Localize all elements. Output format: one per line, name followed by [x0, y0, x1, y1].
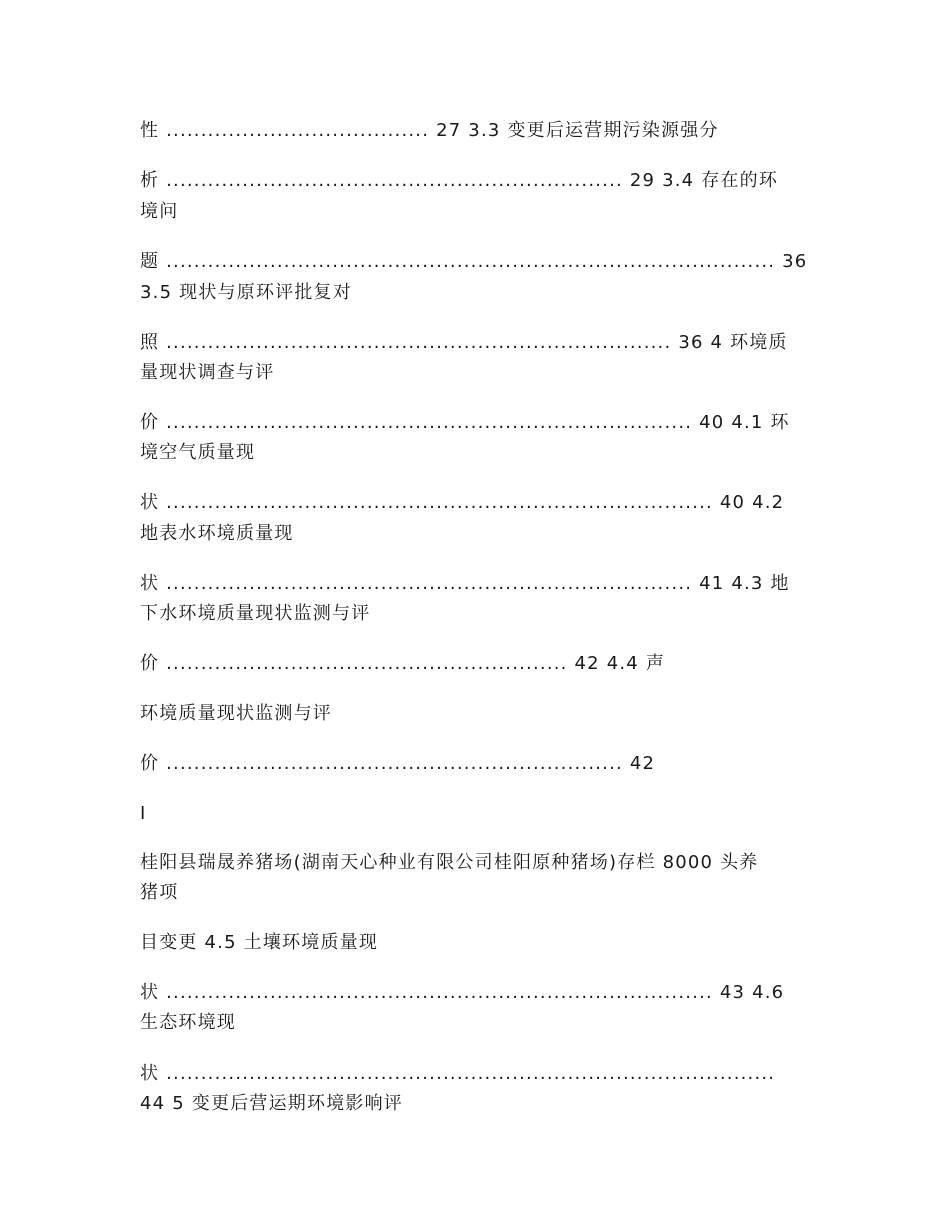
toc-line: 价 ............................................................................ 40 4.1 环 [140, 412, 790, 433]
toc-line: 环境质量现状监测与评 [140, 703, 332, 724]
toc-line: 性 ...................................... 27 3.3 变更后运营期污染源强分 [140, 120, 719, 141]
toc-line: 3.5 现状与原环评批复对 [140, 282, 352, 303]
toc-line: 状 ........................................................................................ [140, 1063, 776, 1084]
toc-line: 境空气质量现 [140, 442, 256, 463]
running-header: 猪项 [140, 882, 179, 903]
toc-line: 44 5 变更后营运期环境影响评 [140, 1093, 403, 1114]
toc-line: 境问 [140, 201, 179, 222]
toc-line: 状 ............................................................................... 43 4.6 [140, 982, 785, 1003]
toc-line: 状 ............................................................................ 41 4.3 地 [140, 573, 790, 594]
toc-line: 价 .......................................................... 42 4.4 声 [140, 653, 666, 674]
page-number: I [140, 803, 147, 824]
toc-line: 状 ............................................................................... 40 4.2 [140, 492, 785, 513]
toc-line: 目变更 4.5 土壤环境质量现 [140, 932, 379, 953]
toc-line: 析 .................................................................. 29 3.4 存在的环 [140, 170, 779, 191]
toc-line: 照 ......................................................................... 36 4 环境质 [140, 332, 788, 353]
toc-line: 价 .................................................................. 42 [140, 753, 656, 774]
toc-line: 下水环境质量现状监测与评 [140, 603, 371, 624]
toc-line: 生态环境现 [140, 1012, 236, 1033]
toc-line: 题 ........................................................................................ 36 [140, 251, 808, 272]
running-header: 桂阳县瑞晟养猪场(湖南天心种业有限公司桂阳原种猪场)存栏 8000 头养 [140, 852, 759, 873]
toc-line: 地表水环境质量现 [140, 523, 294, 544]
toc-line: 量现状调查与评 [140, 362, 275, 383]
